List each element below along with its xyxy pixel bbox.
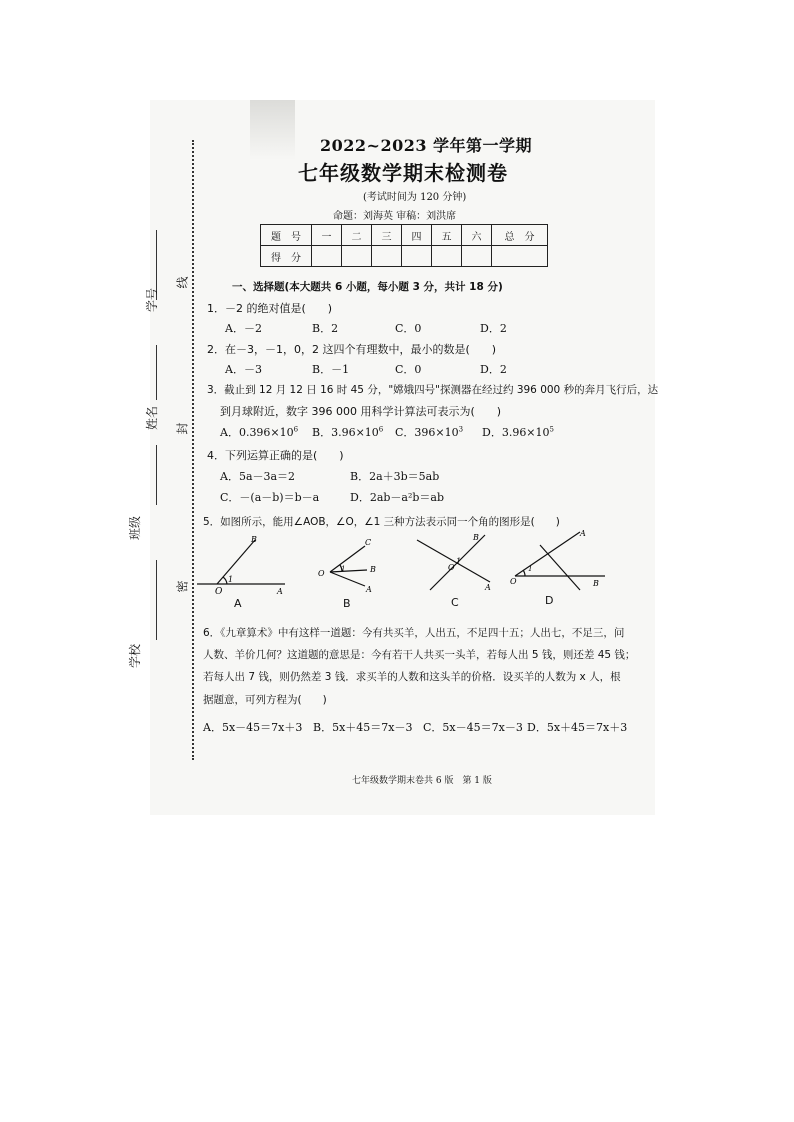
question-6-line2: 人数、羊价几何？这道题的意思是：今有若干人共买一头羊，若每人出 5 钱，则还差 45 钱； — [203, 649, 636, 661]
q3-option-d-base: D．3.96×10 — [482, 426, 550, 439]
q5-figure-c-label: C — [451, 596, 459, 609]
svg-text:1: 1 — [528, 565, 533, 573]
svg-text:O: O — [215, 587, 223, 597]
score-cell[interactable] — [462, 246, 492, 267]
score-cell[interactable] — [312, 246, 342, 267]
exam-authors: 命题：刘海英 审稿：刘洪席 — [333, 211, 457, 222]
score-table-cell: 三 — [372, 225, 402, 246]
q1-option-a: A．－2 — [225, 322, 262, 335]
class-label: 班级 — [128, 515, 142, 540]
q5-figure-d-label: D — [545, 594, 554, 607]
school-line — [156, 560, 157, 640]
svg-text:1: 1 — [341, 565, 346, 573]
svg-text:O: O — [510, 577, 517, 586]
score-table-cell: 四 — [402, 225, 432, 246]
q6-option-c: C．5x－45＝7x－3 — [423, 721, 523, 734]
q4-option-c: C．－(a－b)＝b－a — [220, 491, 320, 504]
score-table-cell: 题 号 — [261, 225, 312, 246]
svg-text:B: B — [473, 533, 479, 542]
question-1-stem: 1．－2 的绝对值是( ) — [207, 302, 333, 315]
cut-mark-secret: 密 — [175, 580, 190, 593]
q5-figure-b-label: B — [343, 597, 351, 610]
q3-option-d — [482, 424, 554, 440]
question-3-stem-line2: 到月球附近，数字 396 000 用科学计算法可表示为( ) — [220, 405, 502, 418]
year-title: 2022~2023 学年第一学期 — [320, 136, 533, 155]
q5-figure-d — [515, 532, 605, 590]
score-table-header-row — [261, 225, 548, 246]
q3-option-c — [395, 424, 463, 440]
svg-text:1: 1 — [228, 575, 234, 584]
q1-option-d: D．2 — [480, 322, 507, 335]
score-cell[interactable] — [432, 246, 462, 267]
q3-option-a-base: A．0.396×10 — [220, 426, 294, 439]
score-cell[interactable] — [492, 246, 548, 267]
q2-option-b: B．－1 — [312, 363, 350, 376]
q6-option-d: D．5x＋45＝7x＋3 — [527, 721, 628, 734]
q3-option-a-exp: 6 — [293, 425, 299, 434]
q4-option-a: A．5a－3a＝2 — [220, 470, 296, 483]
q6-option-a: A．5x－45＝7x＋3 — [203, 721, 303, 734]
question-6-line3: 若每人出 7 钱，则仍然差 3 钱．求买羊的人数和这头羊的价格．设买羊的人数为 x 人，根 — [203, 671, 621, 683]
student-id-label: 学号 — [145, 287, 159, 312]
q1-option-c: C．0 — [395, 322, 422, 335]
class-line — [156, 445, 157, 505]
svg-text:A: A — [485, 583, 491, 592]
q3-option-d-exp: 5 — [549, 425, 554, 434]
question-6-line4: 据题意，可列方程为( ) — [203, 694, 327, 706]
score-cell[interactable] — [342, 246, 372, 267]
score-table-cell: 六 — [462, 225, 492, 246]
q3-option-c-exp: 3 — [458, 425, 464, 434]
q4-option-b: B．2a＋3b＝5ab — [350, 470, 440, 483]
q3-option-b-exp: 6 — [378, 425, 384, 434]
svg-text:A: A — [366, 585, 372, 594]
svg-text:O: O — [448, 563, 455, 572]
exam-duration: (考试时间为 120 分钟) — [363, 192, 467, 203]
score-table-score-row — [261, 246, 548, 267]
school-label: 学校 — [128, 643, 142, 668]
cut-mark-line: 线 — [175, 276, 190, 289]
exam-title: 七年级数学期末检测卷 — [298, 161, 508, 185]
name-label: 姓名 — [145, 405, 159, 430]
score-table-row-label: 得 分 — [261, 246, 312, 267]
svg-text:B: B — [251, 535, 257, 544]
binding-dotted-line — [192, 140, 194, 760]
svg-text:C: C — [365, 538, 372, 547]
q2-option-d: D．2 — [480, 363, 507, 376]
score-cell[interactable] — [372, 246, 402, 267]
score-table-cell: 一 — [312, 225, 342, 246]
svg-text:A: A — [277, 587, 283, 596]
score-table-cell: 五 — [432, 225, 462, 246]
q3-option-b — [312, 424, 383, 440]
score-cell[interactable] — [402, 246, 432, 267]
name-line — [156, 345, 157, 400]
svg-text:1: 1 — [456, 557, 462, 566]
question-6-line1: 6．《九章算术》中有这样一道题：今有共买羊，人出五，不足四十五；人出七，不足三，问 — [203, 627, 625, 639]
q2-option-a: A．－3 — [225, 363, 262, 376]
q3-option-c-base: C．396×10 — [395, 426, 459, 439]
svg-text:B: B — [593, 579, 599, 588]
q1-option-b: B．2 — [312, 322, 339, 335]
svg-text:O: O — [318, 569, 325, 578]
q4-option-d: D．2ab－a²b＝ab — [350, 491, 445, 504]
page-footer: 七年级数学期末卷共 6 版 第 1 版 — [352, 776, 492, 786]
q6-option-b: B．5x＋45＝7x－3 — [313, 721, 413, 734]
q5-figure-a-label: A — [234, 597, 242, 610]
question-2-stem: 2．在－3，－1，0，2 这四个有理数中，最小的数是( ) — [207, 343, 497, 356]
score-table — [260, 224, 548, 267]
q3-option-a — [220, 424, 298, 440]
q5-figure-a — [197, 540, 285, 584]
score-table-cell: 二 — [342, 225, 372, 246]
question-3-stem-line1: 3．截止到 12 月 12 日 16 时 45 分，"嫦娥四号"探测器在经过约 396 000 秒的奔月飞行后，达 — [207, 384, 659, 396]
score-table-cell: 总 分 — [492, 225, 548, 246]
svg-text:A: A — [580, 530, 586, 538]
q3-option-b-base: B．3.96×10 — [312, 426, 379, 439]
question-5-stem: 5．如图所示，能用∠AOB，∠O，∠1 三种方法表示同一个角的图形是( ) — [203, 516, 560, 528]
question-4-stem: 4．下列运算正确的是( ) — [207, 449, 344, 462]
q5-figure-b — [330, 546, 367, 586]
q2-option-c: C．0 — [395, 363, 422, 376]
cut-mark-seal: 封 — [175, 422, 190, 435]
section-heading: 一、选择题(本大题共 6 小题，每小题 3 分，共计 18 分) — [232, 281, 503, 293]
svg-text:B: B — [370, 565, 376, 574]
